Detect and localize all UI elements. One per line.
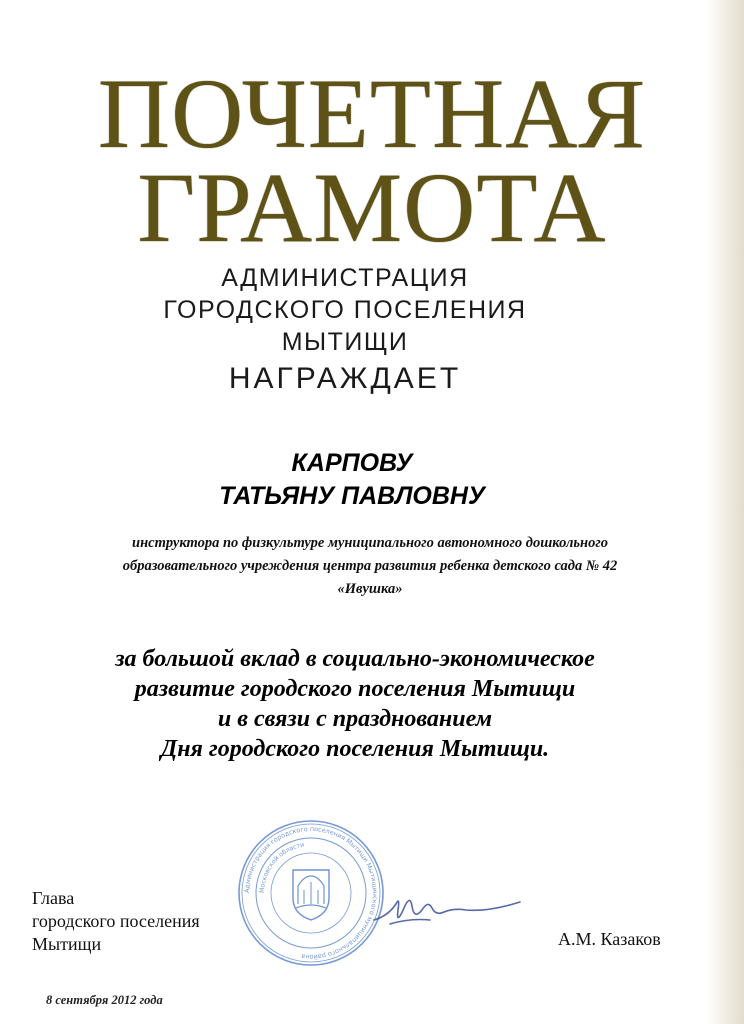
reason-line3: и в связи с празднованием bbox=[217, 706, 493, 732]
certificate-title-line2: ГРАМОТА bbox=[137, 152, 607, 263]
signer-name: А.М. Казаков bbox=[558, 929, 661, 949]
reason-line1: за большой вклад в социально-экономическое bbox=[115, 646, 595, 672]
official-seal-icon bbox=[236, 818, 386, 968]
recipient-surname: КАРПОВУ bbox=[291, 449, 413, 477]
recipient-name: ТАТЬЯНУ ПАВЛОВНУ bbox=[219, 482, 485, 510]
issuer-line2: ГОРОДСКОГО ПОСЕЛЕНИЯ bbox=[163, 296, 527, 324]
position-line1: инструктора по физкультуре муниципального автономного дошкольного bbox=[132, 535, 608, 551]
position-line2: образовательного учреждения центра развития ребенка детского сада № 42 bbox=[122, 558, 618, 574]
issue-date: 8 сентября 2012 года bbox=[46, 993, 163, 1007]
seal-inner-text: Московской области bbox=[258, 841, 305, 894]
issuer-line3: МЫТИЩИ bbox=[281, 328, 409, 356]
reason-line4: Дня городского поселения Мытищи. bbox=[160, 736, 550, 762]
signer-role-line3: Мытищи bbox=[32, 934, 102, 954]
position-line3: «Ивушка» bbox=[337, 581, 403, 597]
issuer-line1: АДМИНИСТРАЦИЯ bbox=[221, 264, 469, 292]
certificate-title-line1: ПОЧЕТНАЯ bbox=[97, 58, 647, 169]
seal-outer-text: Администрация городского поселения Мытищи Мытищинского муниципального района bbox=[242, 824, 380, 962]
signer-role-line2: городского поселения bbox=[32, 911, 200, 931]
signature-mark bbox=[370, 886, 530, 936]
awards-verb: НАГРАЖДАЕТ bbox=[228, 362, 462, 395]
reason-line2: развитие городского поселения Мытищи bbox=[134, 676, 576, 702]
signer-role-line1: Глава bbox=[32, 888, 75, 908]
